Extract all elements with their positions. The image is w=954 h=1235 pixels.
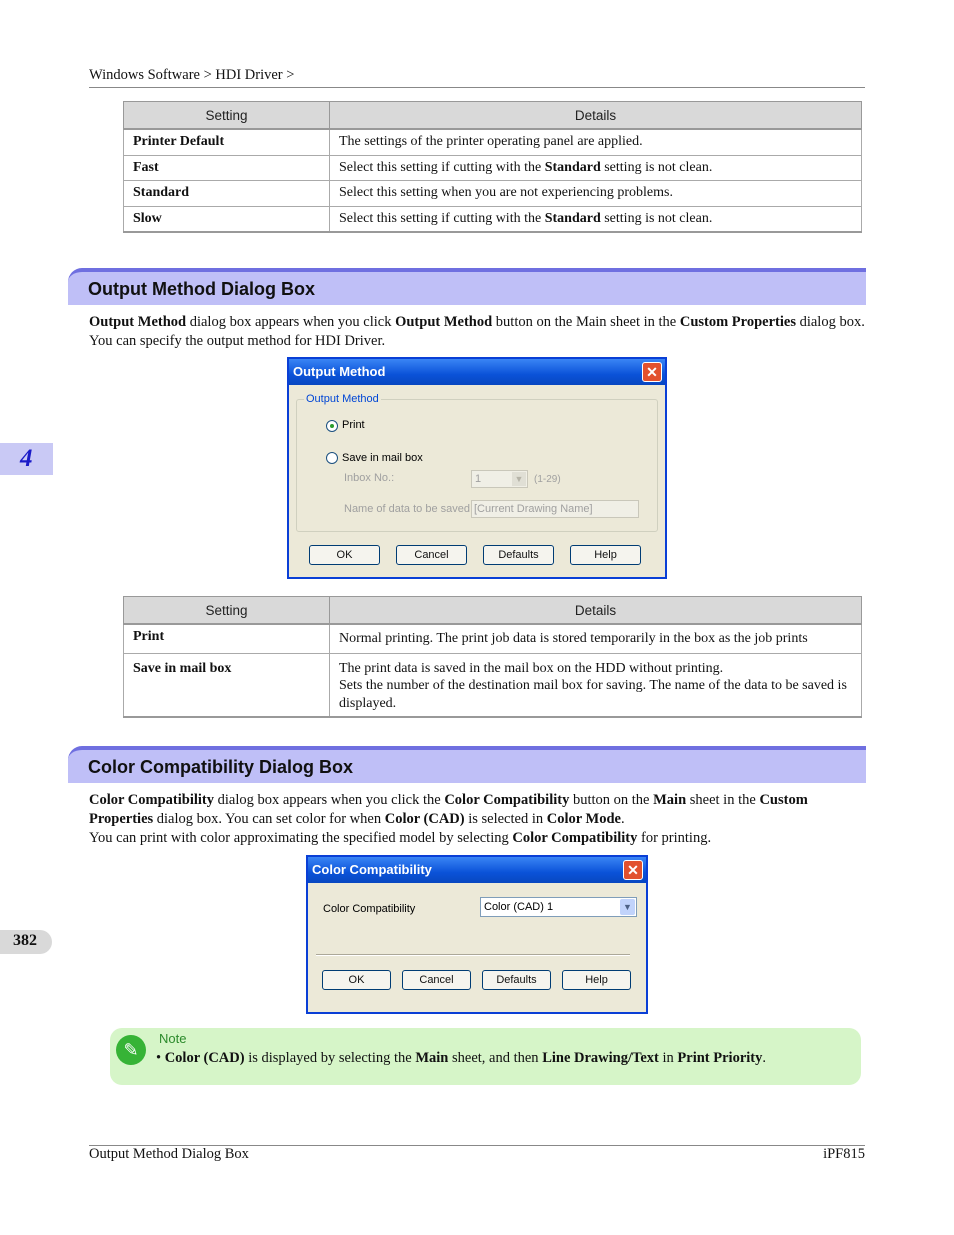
cancel-button[interactable]: Cancel: [402, 970, 471, 990]
inbox-number-select[interactable]: 1 ▼: [471, 470, 528, 488]
help-button[interactable]: Help: [570, 545, 641, 565]
chevron-down-icon: ▼: [512, 472, 526, 486]
help-button[interactable]: Help: [562, 970, 631, 990]
color-compatibility-description: Color Compatibility dialog box appears when you click the Color Compatibility button on the Main sheet in the Custom Properties dialog box. You can set color for when Color (CAD) is selected in Color Mode. You can print with color approximating the specified model by selecting Color Compatibility for printing.: [89, 792, 808, 846]
setting-cell: Printer Default: [124, 129, 330, 155]
table-row: [124, 129, 862, 155]
details-cell: Normal printing. The print job data is stored temporarily in the box as the job prints: [330, 624, 862, 653]
footer-model-name: iPF815: [823, 1146, 865, 1162]
data-name-input[interactable]: [Current Drawing Name]: [471, 500, 639, 518]
table-row: [124, 155, 862, 181]
color-compatibility-dialog-screenshot: [306, 855, 648, 1014]
print-radio[interactable]: [326, 420, 338, 432]
ok-button[interactable]: OK: [322, 970, 391, 990]
chapter-tab: 4: [0, 443, 53, 475]
details-cell: Select this setting when you are not experiencing problems.: [330, 181, 862, 207]
settings-table-output-method: [123, 596, 862, 718]
setting-cell: Save in mail box: [124, 653, 330, 717]
column-header-setting: Setting: [124, 597, 330, 625]
defaults-button[interactable]: Defaults: [483, 545, 554, 565]
details-cell: The print data is saved in the mail box on the HDD without printing. Sets the number of the destination mail box for saving. The name of the data to be saved is displayed.: [330, 653, 862, 717]
column-header-details: Details: [330, 102, 862, 130]
inbox-number-label: Inbox No.:: [344, 472, 395, 484]
color-compatibility-select[interactable]: Color (CAD) 1 ▼: [480, 897, 637, 917]
setting-cell: Standard: [124, 181, 330, 207]
table-row: [124, 206, 862, 232]
group-label: Output Method: [306, 393, 379, 405]
table-row: [124, 624, 862, 653]
header-rule: [89, 87, 865, 88]
page-number-tab: 382: [0, 930, 52, 954]
dialog-titlebar: [308, 857, 646, 883]
section-title: Output Method Dialog Box: [88, 279, 315, 299]
setting-cell: Fast: [124, 155, 330, 181]
column-header-details: Details: [330, 597, 862, 625]
close-icon[interactable]: ✕: [623, 860, 643, 880]
color-compatibility-label: Color Compatibility: [323, 903, 416, 915]
note-text: • Color (CAD) is displayed by selecting the Main sheet, and then Line Drawing/Text in Print Priority.: [156, 1050, 766, 1066]
dialog-title: Output Method: [293, 364, 386, 379]
defaults-button[interactable]: Defaults: [482, 970, 551, 990]
save-in-mailbox-label: Save in mail box: [342, 452, 423, 464]
setting-cell: Slow: [124, 206, 330, 232]
save-in-mailbox-radio[interactable]: [326, 452, 338, 464]
section-heading-color-compatibility: [68, 746, 866, 783]
column-header-setting: Setting: [124, 102, 330, 130]
footer-section-title: Output Method Dialog Box: [89, 1146, 249, 1162]
table-row: [124, 181, 862, 207]
chevron-down-icon: ▼: [620, 899, 635, 915]
pencil-icon: ✎: [116, 1035, 146, 1065]
data-name-label: Name of data to be saved: [344, 503, 470, 515]
ok-button[interactable]: OK: [309, 545, 380, 565]
print-radio-label: Print: [342, 419, 365, 431]
inbox-range: (1-29): [534, 474, 561, 485]
section-title: Color Compatibility Dialog Box: [88, 757, 354, 777]
dialog-titlebar: [289, 359, 665, 385]
setting-cell: Print: [124, 624, 330, 653]
details-cell: Select this setting if cutting with the Standard setting is not clean.: [330, 206, 862, 232]
settings-table-cutting: [123, 101, 862, 233]
note-box: [110, 1028, 861, 1085]
details-cell: The settings of the printer operating panel are applied.: [330, 129, 862, 155]
note-title: Note: [159, 1031, 187, 1046]
breadcrumb: Windows Software > HDI Driver >: [89, 67, 295, 83]
output-method-dialog-screenshot: [287, 357, 667, 579]
details-cell: Select this setting if cutting with the Standard setting is not clean.: [330, 155, 862, 181]
cancel-button[interactable]: Cancel: [396, 545, 467, 565]
section-heading-output-method: [68, 268, 866, 305]
close-icon[interactable]: ✕: [642, 362, 662, 382]
table-row: [124, 653, 862, 717]
output-method-description: Output Method dialog box appears when you click Output Method button on the Main sheet in the Custom Properties dialog box. You can specify the output method for HDI Driver.: [89, 314, 865, 349]
separator: [316, 954, 630, 956]
dialog-title: Color Compatibility: [312, 862, 432, 877]
